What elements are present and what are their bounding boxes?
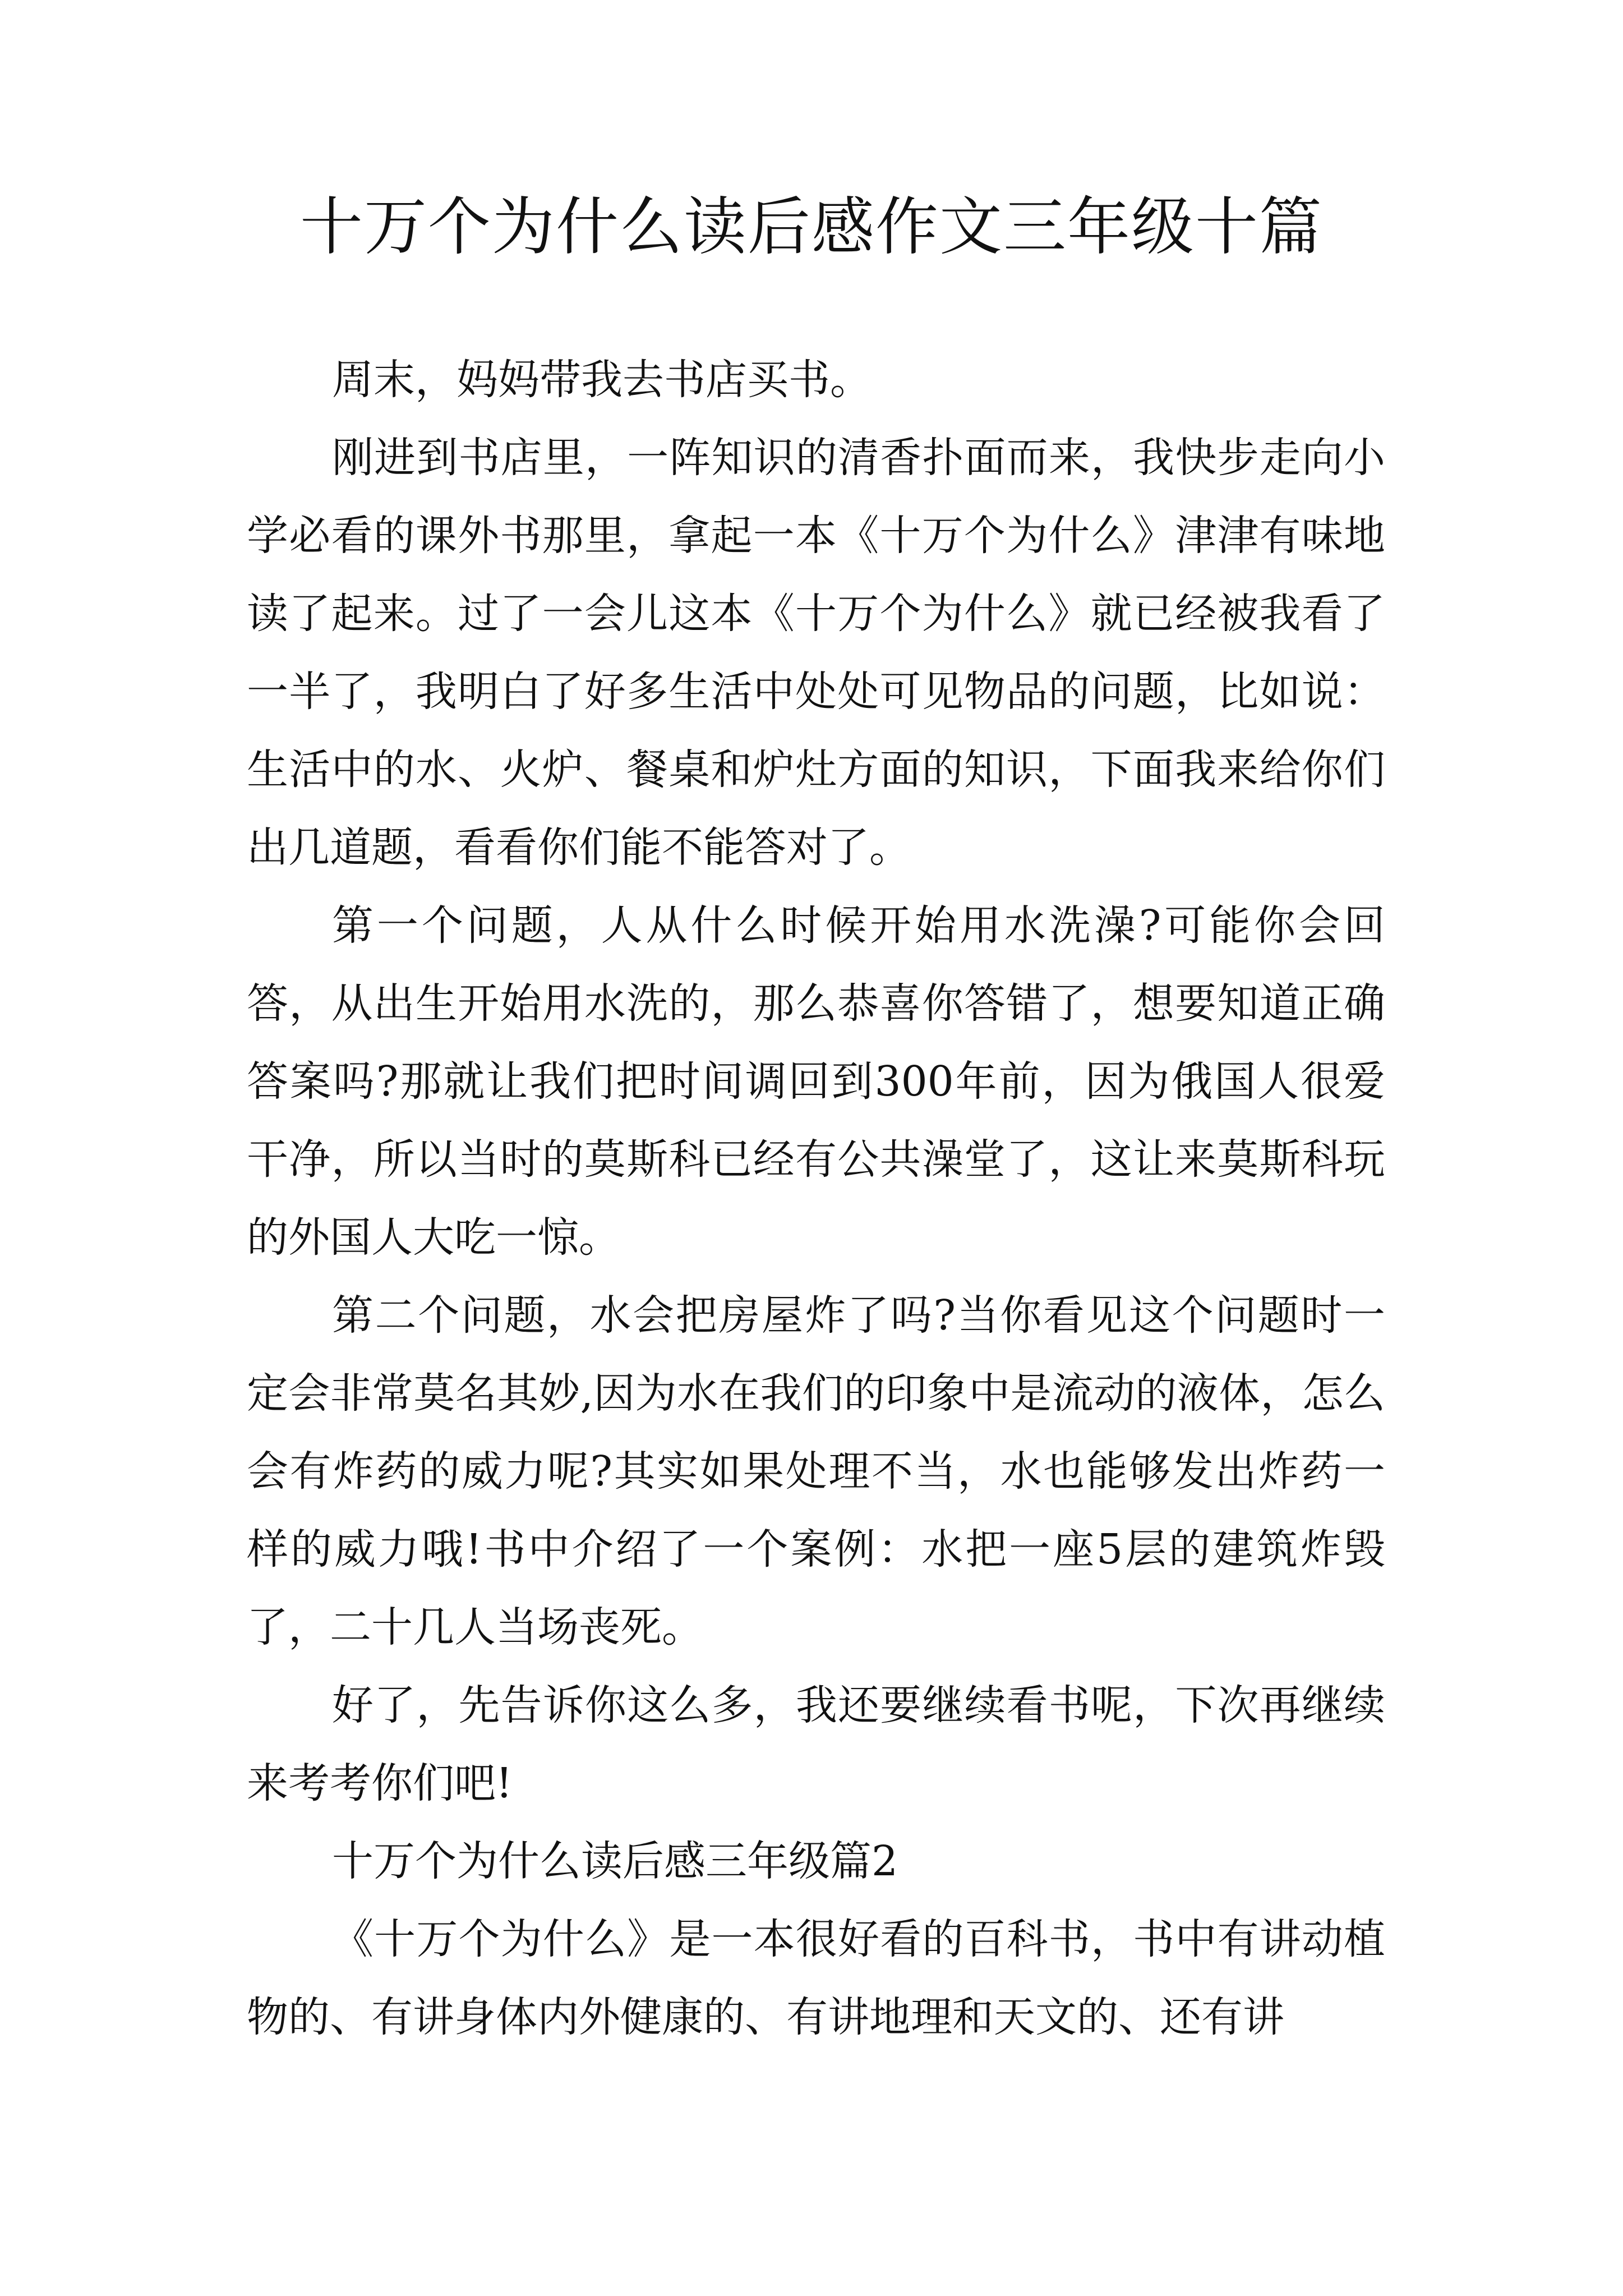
section-heading: 十万个为什么读后感三年级篇2 <box>332 1837 898 1885</box>
paragraph: 刚进到书店里，一阵知识的清香扑面而来，我快步走向小学必看的课外书那里，拿起一本《十万个为什么》津津有味地读了起来。过了一会儿这本《十万个为什么》就已经被我看了一半了，我明白了好多生活中处处可见物品的问题，比如说：生活中的水、火炉、餐桌和炉灶方面的知识，下面我来给你们出几道题，看看你们能不能答对了。 <box>247 434 1385 872</box>
paragraph: 第一个问题，人从什么时候开始用水洗澡?可能你会回答，从出生开始用水洗的，那么恭喜你答错了，想要知道正确答案吗?那就让我们把时间调回到300年前，因为俄国人很爱干净，所以当时的莫斯科已经有公共澡堂了，这让来莫斯科玩的外国人大吃一惊。 <box>247 901 1385 1262</box>
paragraph: 第二个问题，水会把房屋炸了吗?当你看见这个问题时一定会非常莫名其妙,因为水在我们的印象中是流动的液体，怎么会有炸药的威力呢?其实如果处理不当，水也能够发出炸药一样的威力哦!书中介绍了一个案例：水把一座5层的建筑炸毁了，二十几人当场丧死。 <box>247 1291 1385 1651</box>
paragraph: 周末，妈妈带我去书店买书。 <box>332 356 872 404</box>
paragraph: 好了，先告诉你这么多，我还要继续看书呢，下次再继续来考考你们吧! <box>247 1681 1385 1807</box>
document-title: 十万个为什么读后感作文三年级十篇 <box>300 191 1323 264</box>
paragraph: 《十万个为什么》是一本很好看的百科书，书中有讲动植物的、有讲身体内外健康的、有讲地理和天文的、还有讲 <box>247 1915 1385 2041</box>
document-body <box>247 341 1385 2056</box>
